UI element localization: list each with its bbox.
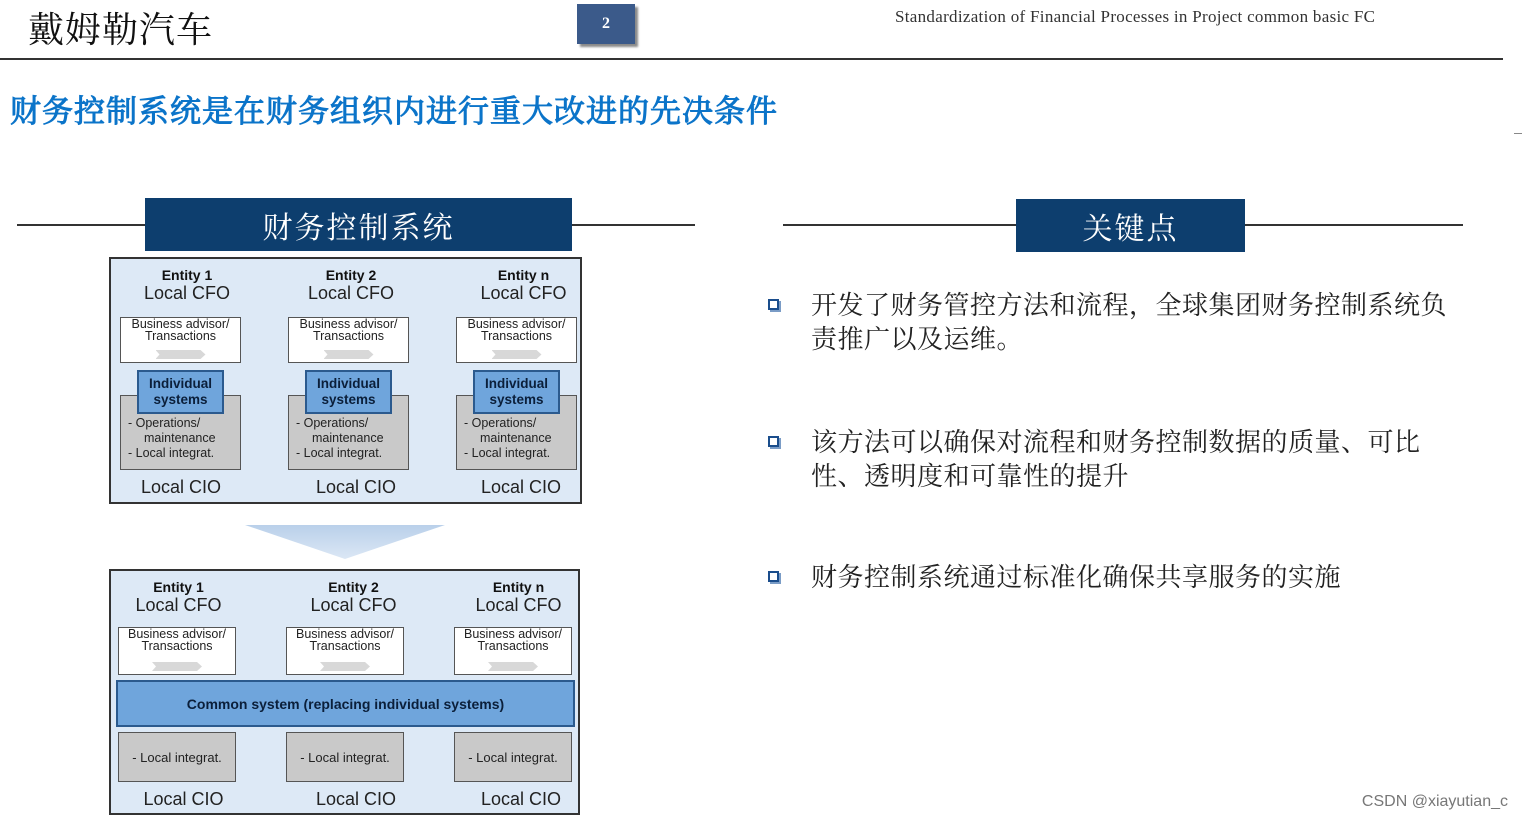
left-section-title: 财务控制系统 [145,198,572,251]
slide-title: 财务控制系统是在财务组织内进行重大改进的先决条件 [10,94,778,129]
maintenance-line: maintenance [144,431,216,445]
entity-label: Entity 2 [325,267,377,283]
individual-systems-box: Individual systems [137,370,224,414]
key-point-item [768,425,1468,493]
entity-label: Entity n [492,579,545,595]
entity-label: Entity n [497,267,550,283]
entity-column [111,267,263,304]
key-point-text: 开发了财务管控方法和流程，全球集团财务控制系统负责推广以及运维。 [811,290,1448,354]
business-advisor-box [456,317,577,363]
cfo-label: Local CFO [135,595,222,615]
entity-column [111,579,246,616]
business-advisor-label: Business advisor/ Transactions [467,317,566,343]
business-advisor-label: Business advisor/ Transactions [296,627,394,653]
header-divider [0,58,1503,60]
business-advisor-box [286,627,404,675]
entity-column [441,267,606,304]
cfo-label: Local CFO [143,283,231,303]
local-integration-box: - Local integrat. [454,732,572,782]
key-point-text: 财务控制系统通过标准化确保共享服务的实施 [811,562,1342,592]
business-advisor-label: Business advisor/ Transactions [128,627,226,653]
cfo-label: Local CFO [310,595,397,615]
cio-label: Local CIO [143,789,224,809]
before-diagram-panel [109,257,582,504]
process-arrows [289,350,408,359]
checkbox-bullet-icon [768,436,779,447]
common-system-box: Common system (replacing individual systems) [116,680,575,727]
process-arrows [121,350,240,359]
cfo-label: Local CFO [475,595,562,615]
key-point-item [768,288,1468,356]
checkbox-bullet-icon [768,571,779,582]
local-integration-line: - Local integrat. [128,446,215,460]
process-arrows [287,662,403,671]
business-advisor-box [288,317,409,363]
entity-column [441,579,596,616]
business-advisor-label: Business advisor/ Transactions [464,627,562,653]
cio-label: Local CIO [315,477,397,497]
entity-label: Entity 1 [161,267,213,283]
cio-label: Local CIO [480,477,562,497]
operations-line: - Operations/ [296,416,369,430]
local-integration-line: - Local integrat. [464,446,551,460]
process-arrows [457,350,576,359]
business-advisor-label: Business advisor/ Transactions [299,317,398,343]
document-title: Standardization of Financial Processes in Project common basic FC [895,7,1376,26]
watermark: CSDN @xiayutian_c [1361,793,1508,810]
key-point-item [768,560,1468,594]
individual-systems-box: Individual systems [305,370,392,414]
maintenance-line: maintenance [312,431,384,445]
cfo-label: Local CFO [480,283,567,303]
operations-line: - Operations/ [128,416,201,430]
page-number-badge: 2 [577,4,635,44]
local-integration-box: - Local integrat. [118,732,236,782]
business-advisor-box [118,627,236,675]
cio-label: Local CIO [315,789,397,809]
process-arrows [455,662,571,671]
transition-chevron [245,525,445,559]
checkbox-bullet-icon [768,299,779,310]
cfo-label: Local CFO [307,283,395,303]
maintenance-line: maintenance [480,431,552,445]
individual-systems-box: Individual systems [473,370,560,414]
business-advisor-box [454,627,572,675]
company-name: 戴姆勒汽车 [28,9,214,50]
entity-column [276,579,431,616]
business-advisor-box [120,317,241,363]
business-advisor-label: Business advisor/ Transactions [131,317,230,343]
local-integration-box: - Local integrat. [286,732,404,782]
key-point-text: 该方法可以确保对流程和财务控制数据的质量、可比性、透明度和可靠性的提升 [811,427,1421,491]
entity-label: Entity 1 [153,579,204,595]
right-section-title: 关键点 [1016,199,1245,252]
operations-line: - Operations/ [464,416,537,430]
after-diagram-panel [109,569,580,815]
entity-label: Entity 2 [328,579,379,595]
process-arrows [119,662,235,671]
cio-label: Local CIO [140,477,222,497]
local-integration-line: - Local integrat. [296,446,383,460]
entity-column [271,267,431,304]
cio-label: Local CIO [480,789,562,809]
edge-mark [1514,133,1522,134]
